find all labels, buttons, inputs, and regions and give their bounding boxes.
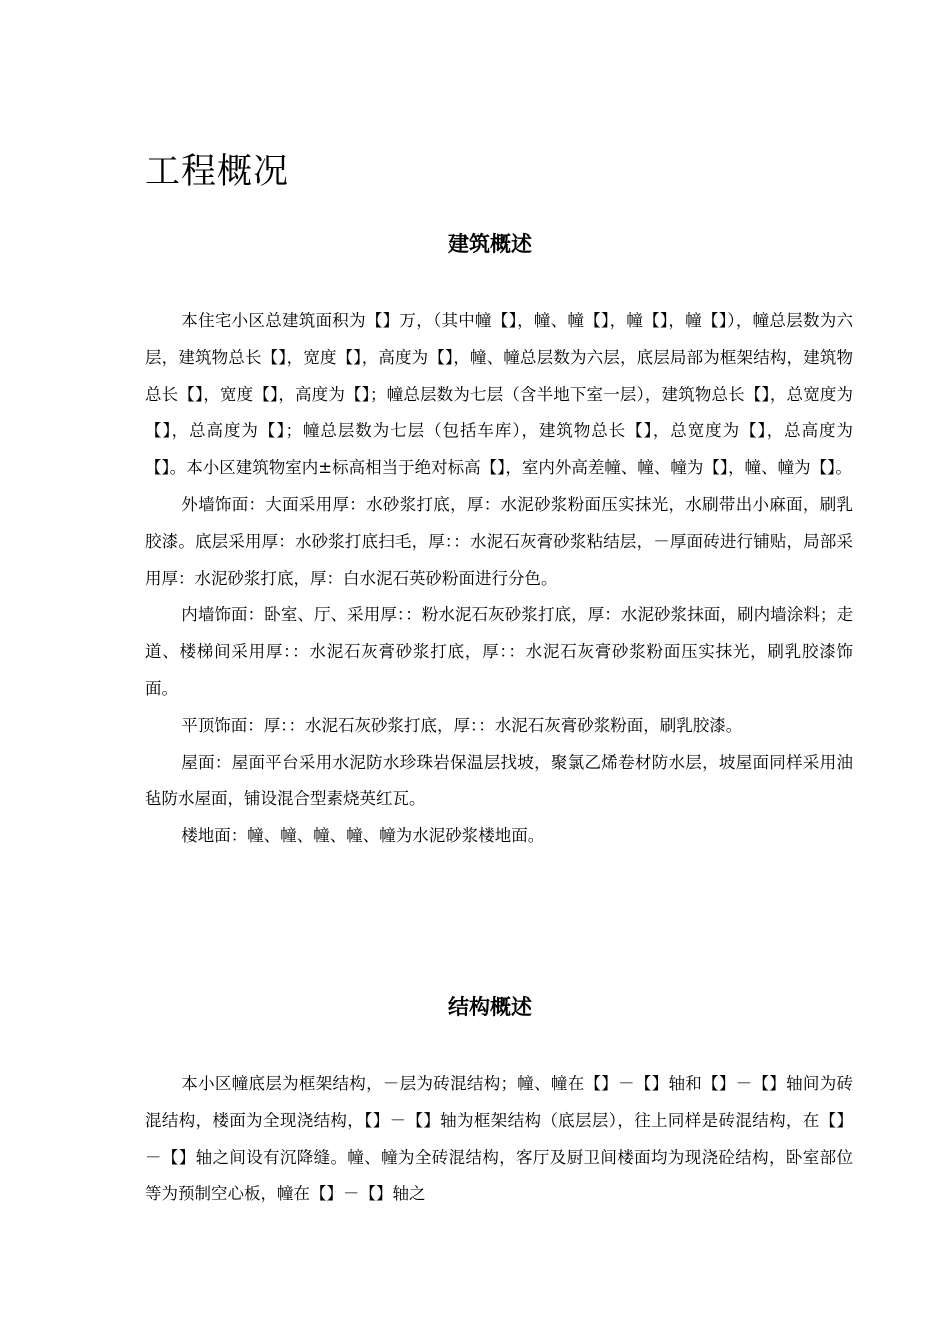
paragraph-structure-summary: 本小区幢底层为框架结构，－层为砖混结构；幢、幢在【】－【】轴和【】－【】轴间为砖混结构，楼面为全现浇结构，【】－【】轴为框架结构（底层层），往上同样是砖混结构，在【】－【】轴之间设有沉降缝。幢、幢为全砖混结构，客厅及厨卫间楼面均为现浇砼结构，卧室部位等为预制空心板，幢在【】－【】轴之 [145,1074,853,1204]
paragraph-floor: 楼地面：幢、幢、幢、幢、幢为水泥砂浆楼地面。 [181,826,545,846]
section-heading-structure: 结构概述 [448,995,532,1019]
section-heading-architecture: 建筑概述 [448,232,532,256]
section-body-architecture [145,303,853,855]
paragraph-interior-wall: 内墙饰面：卧室、厅、采用厚：：粉水泥石灰砂浆打底，厚：水泥砂浆抹面，刷内墙涂料；走道、楼梯间采用厚：：水泥石灰膏砂浆打底，厚：：水泥石灰膏砂浆粉面压实抹光，刷乳胶漆饰面。 [145,605,853,698]
paragraph-exterior-wall: 外墙饰面：大面采用厚：水砂浆打底，厚：水泥砂浆粉面压实抹光，水刷带出小麻面，刷乳胶漆。底层采用厚：水砂浆打底扫毛，厚：：水泥石灰膏砂浆粘结层，－厚面砖进行铺贴，局部采用厚：水泥砂浆打底，厚：白水泥石英砂粉面进行分色。 [145,494,853,588]
document-title: 工程概况 [145,152,290,192]
section-body-structure [145,1066,853,1213]
paragraph-building-summary: 本住宅小区总建筑面积为【】万，（其中幢【】，幢、幢【】，幢【】，幢【】），幢总层数为六层，建筑物总长【】，宽度【】，高度为【】，幢、幢总层数为六层，底层局部为框架结构，建筑物总长【】，宽度【】，高度为【】；幢总层数为七层（含半地下室一层），建筑物总长【】，总宽度为【】，总高度为【】；幢总层数为七层（包括车库），建筑物总长【】，总宽度为【】，总高度为【】。本小区建筑物室内±标高相当于绝对标高【】，室内外高差幢、幢、幢为【】，幢、幢为【】。 [145,311,853,478]
paragraph-ceiling: 平顶饰面：厚：：水泥石灰砂浆打底，厚：：水泥石灰膏砂浆粉面，刷乳胶漆。 [181,715,743,735]
paragraph-roof: 屋面：屋面平台采用水泥防水珍珠岩保温层找坡，聚氯乙烯卷材防水层，坡屋面同样采用油毡防水屋面，铺设混合型素烧英红瓦。 [145,752,853,809]
